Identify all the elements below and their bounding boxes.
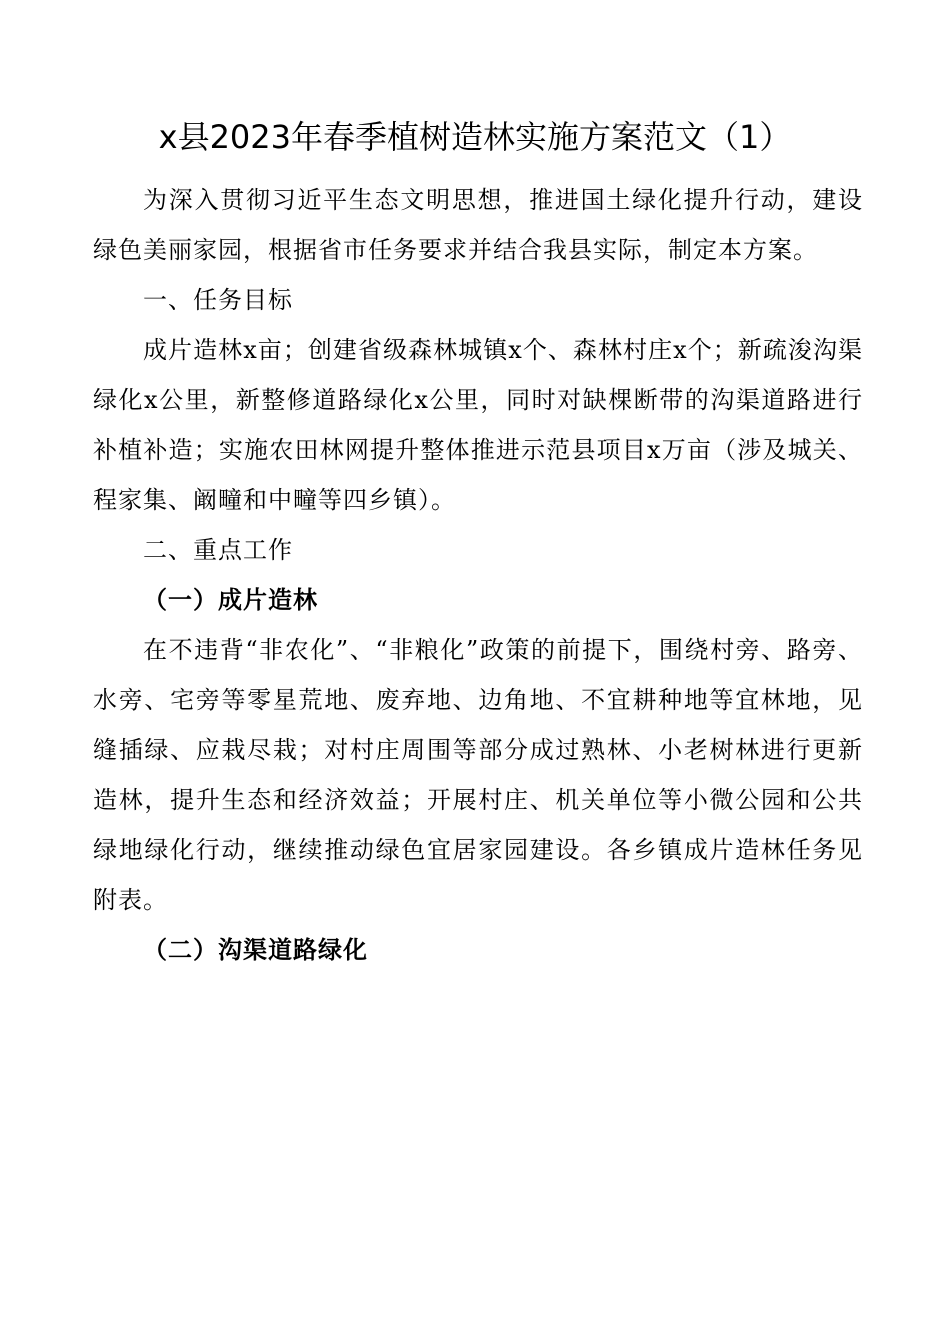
document-body [93,175,863,975]
document-title: x县2023年春季植树造林实施方案范文（1） [158,118,792,156]
section-heading-goals: 一、任务目标 [143,286,293,314]
subsection-heading-roadside-greening: （二）沟渠道路绿化 [143,936,368,964]
goals-paragraph: 成片造林x亩；创建省级森林城镇x个、森林村庄x个；新疏浚沟渠绿化x公里，新整修道路绿化x公里，同时对缺棵断带的沟渠道路进行补植补造；实施农田林网提升整体推进示范县项目x万亩（涉及城关、程家集、阚疃和中疃等四乡镇）。 [93,336,863,514]
afforestation-paragraph: 在不违背“非农化”、“非粮化”政策的前提下，围绕村旁、路旁、水旁、宅旁等零星荒地、废弃地、边角地、不宜耕种地等宜林地，见缝插绿、应栽尽栽；对村庄周围等部分成过熟林、小老树林进行更新造林，提升生态和经济效益；开展村庄、机关单位等小微公园和公共绿地绿化行动，继续推动绿色宜居家园建设。各乡镇成片造林任务见附表。 [93,636,863,914]
intro-paragraph: 为深入贯彻习近平生态文明思想，推进国土绿化提升行动，建设绿色美丽家园，根据省市任务要求并结合我县实际，制定本方案。 [93,186,863,264]
subsection-heading-afforestation: （一）成片造林 [143,586,318,614]
section-heading-key-work: 二、重点工作 [143,536,293,564]
